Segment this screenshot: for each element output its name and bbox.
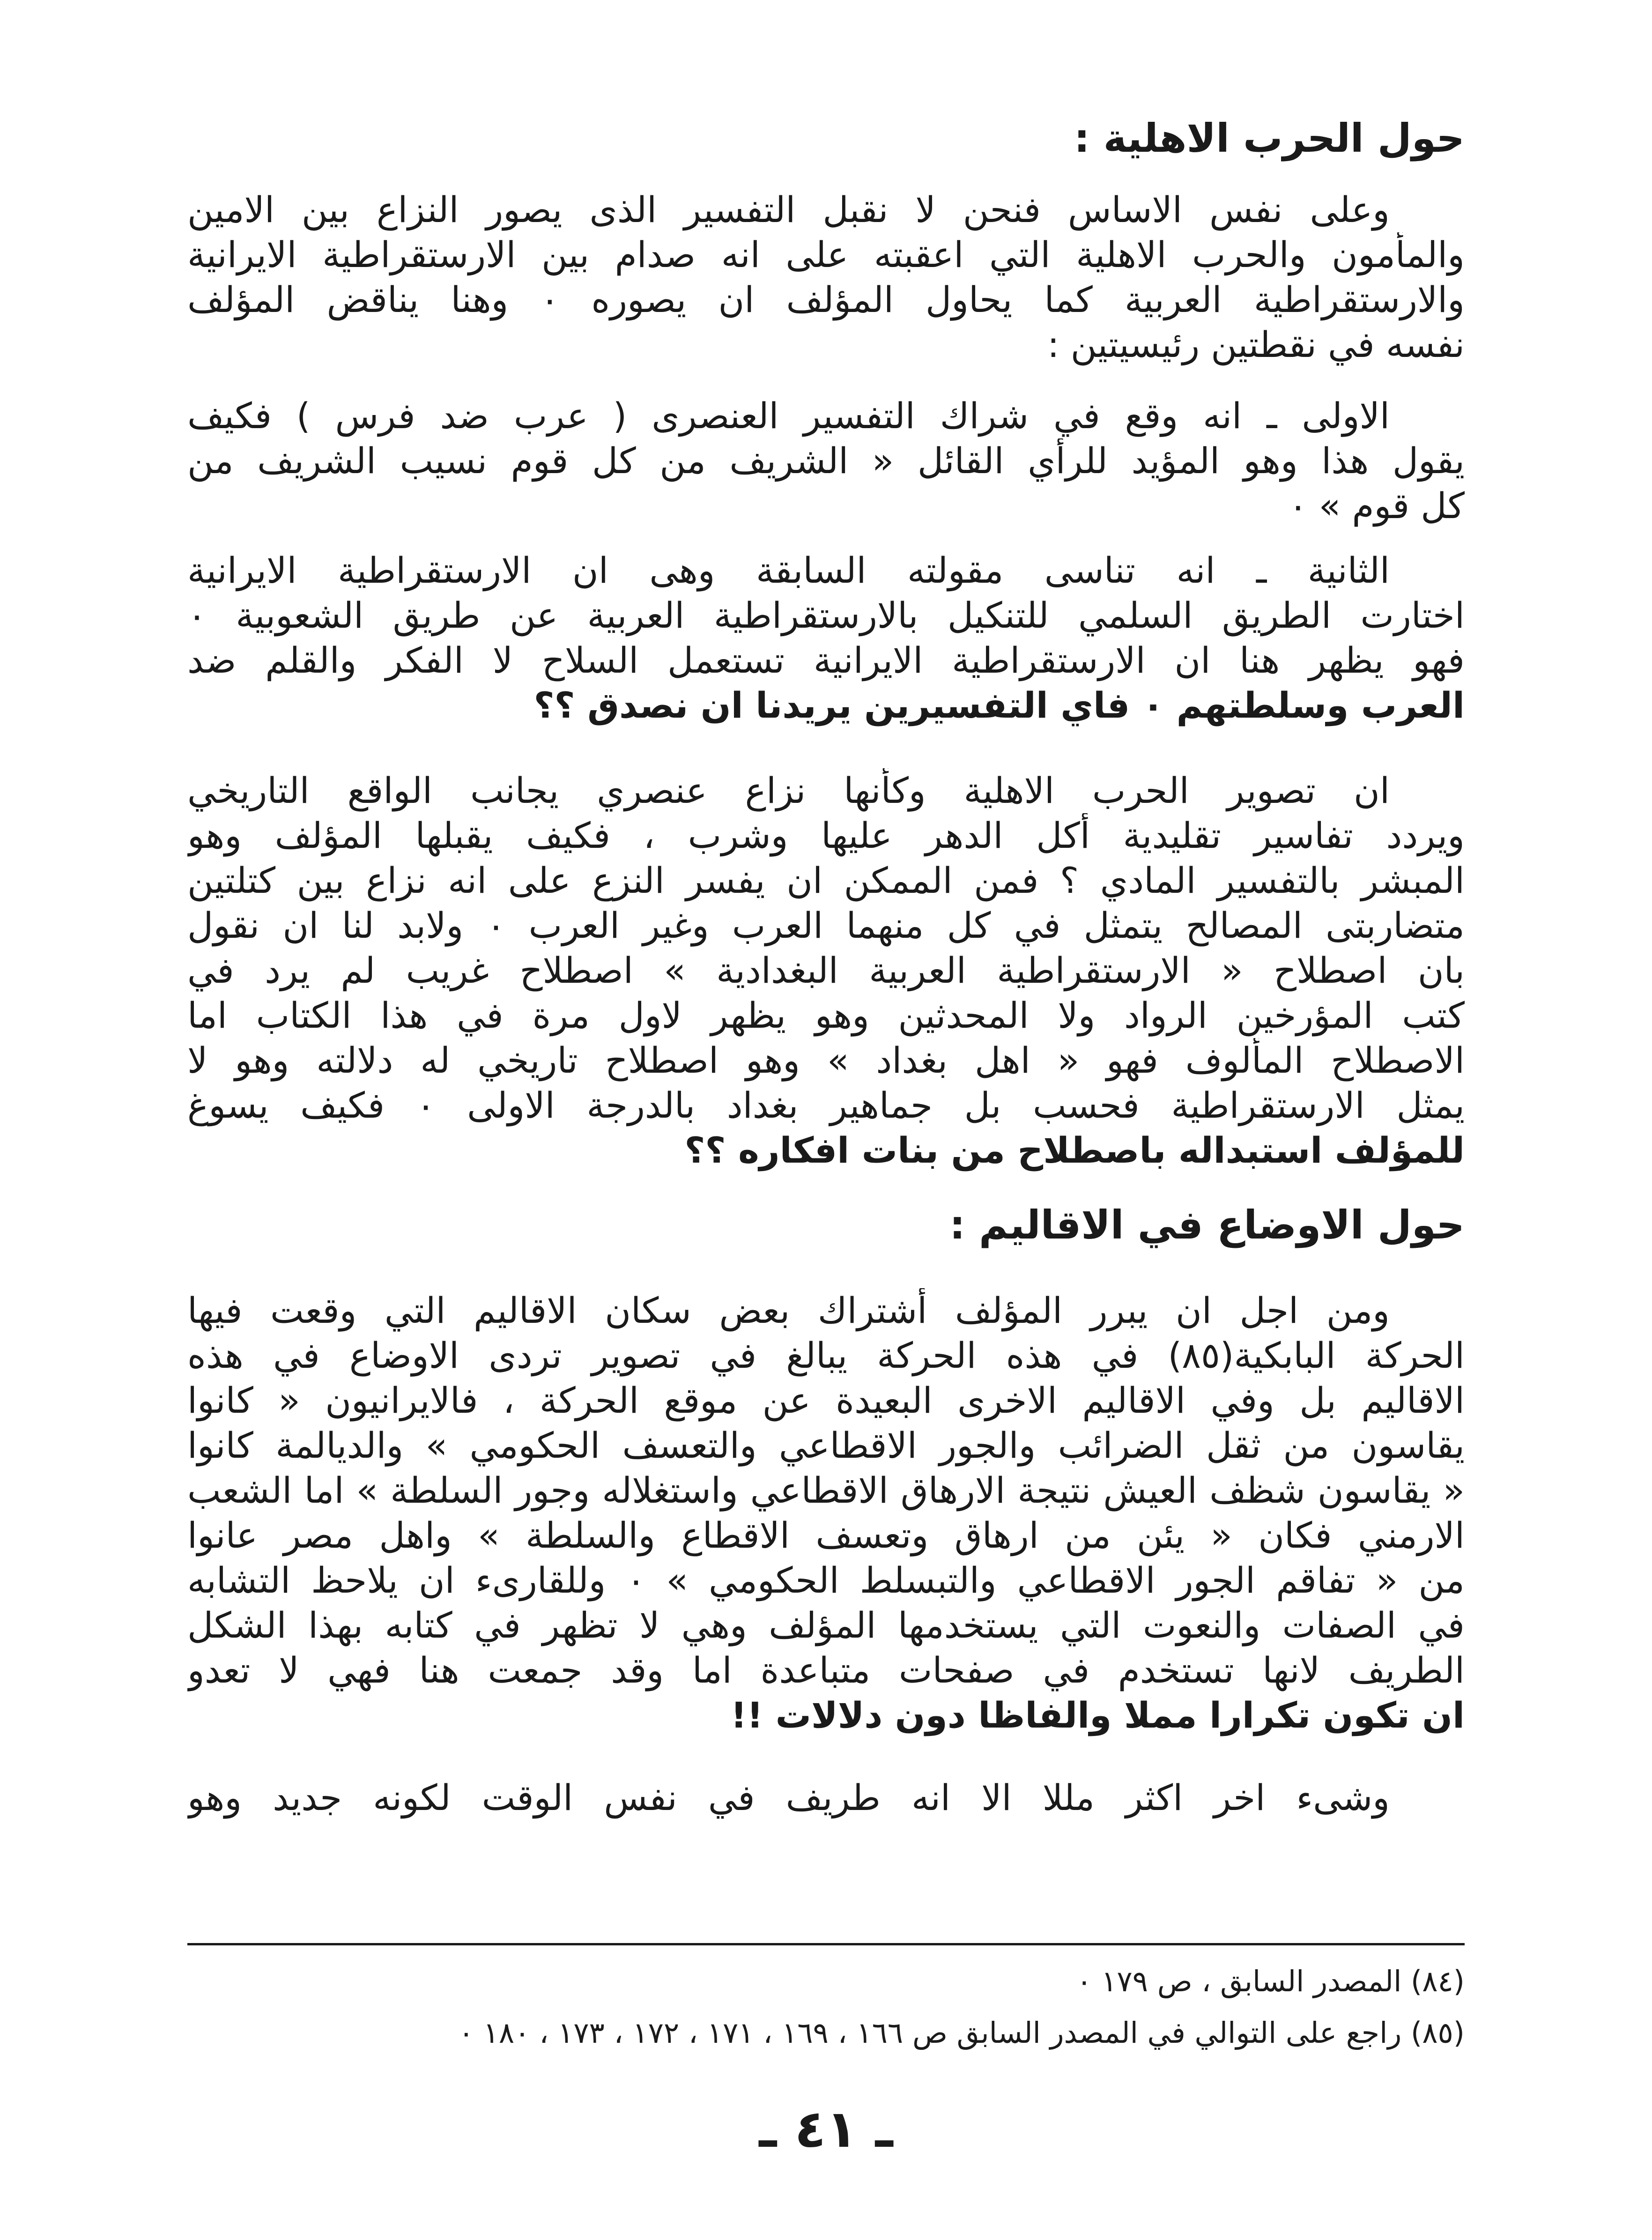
text-line: وشىء اخر اكثر مللا الا انه طريف في نفس الوقت لكونه جديد وهو bbox=[187, 1777, 1390, 1818]
footnote: (٨٥) راجع على التوالي في المصدر السابق ص ١٦٦ ، ١٦٩ ، ١٧١ ، ١٧٢ ، ١٧٣ ، ١٨٠ ٠ bbox=[458, 2016, 1465, 2050]
text-line: الطريف لانها تستخدم في صفحات متباعدة اما وقد جمعت هنا فهي لا تعدو bbox=[187, 1649, 1465, 1691]
text-line: « يقاسون شظف العيش نتيجة الارهاق الاقطاعي واستغلاله وجور السلطة » اما الشعب bbox=[187, 1469, 1465, 1511]
text-line: ومن اجل ان يبرر المؤلف أشتراك بعض سكان الاقاليم التي وقعت فيها bbox=[187, 1290, 1390, 1331]
text-line: في الصفات والنعوت التي يستخدمها المؤلف وهي لا تظهر في كتابه بهذا الشكل bbox=[187, 1604, 1465, 1646]
text-line: فهو يظهر هنا ان الارستقراطية الايرانية تستعمل السلاح لا الفكر والقلم ضد bbox=[187, 639, 1465, 681]
text-line: كتب المؤرخين الرواد ولا المحدثين وهو يظهر لاول مرة في هذا الكتاب اما bbox=[187, 994, 1465, 1036]
text-line: يقاسون من ثقل الضرائب والجور الاقطاعي والتعسف الحكومي » والديالمة كانوا bbox=[187, 1424, 1465, 1466]
text-line: كل قوم » ٠ bbox=[1288, 485, 1465, 527]
text-line: والمأمون والحرب الاهلية التي اعقبته على انه صدام بين الارستقراطية الايرانية bbox=[187, 234, 1465, 275]
text-line: بان اصطلاح « الارستقراطية العربية البغدادية » اصطلاح غريب لم يرد في bbox=[187, 949, 1465, 991]
section-heading-provinces: حول الاوضاع في الاقاليم : bbox=[949, 1202, 1465, 1248]
text-line: وعلى نفس الاساس فنحن لا نقبل التفسير الذى يصور النزاع بين الامين bbox=[187, 189, 1390, 230]
text-line: يقول هذا وهو المؤيد للرأي القائل « الشريف من كل قوم نسيب الشريف من bbox=[187, 440, 1465, 482]
text-line: الاصطلاح المألوف فهو « اهل بغداد » وهو اصطلاح تاريخي له دلالته وهو لا bbox=[187, 1039, 1465, 1081]
text-line: ويردد تفاسير تقليدية أكل الدهر عليها وشرب ، فكيف يقبلها المؤلف وهو bbox=[187, 815, 1465, 856]
text-line: المبشر بالتفسير المادي ؟ فمن الممكن ان يفسر النزع على انه نزاع بين كتلتين bbox=[187, 860, 1465, 901]
text-line: ان تكون تكرارا مملا والفاظا دون دلالات !! bbox=[730, 1694, 1465, 1736]
text-line: ان تصوير الحرب الاهلية وكأنها نزاع عنصري يجانب الواقع التاريخي bbox=[187, 770, 1390, 811]
text-line: الاقاليم بل وفي الاقاليم الاخرى البعيدة عن موقع الحركة ، فالايرانيون « كانوا bbox=[187, 1380, 1465, 1421]
text-line: من « تفاقم الجور الاقطاعي والتبسلط الحكومي » ٠ وللقارىء ان يلاحظ التشابه bbox=[187, 1559, 1465, 1601]
text-line: الثانية ـ انه تناسى مقولته السابقة وهى ان الارستقراطية الايرانية bbox=[187, 549, 1390, 591]
text-line: الحركة البابكية(٨٥) في هذه الحركة يبالغ في تصوير تردى الاوضاع في هذه bbox=[187, 1335, 1465, 1376]
text-line: الارمني فكان « يئن من ارهاق وتعسف الاقطاع والسلطة » واهل مصر عانوا bbox=[187, 1514, 1465, 1556]
text-line: الاولى ـ انه وقع في شراك التفسير العنصرى ( عرب ضد فرس ) فكيف bbox=[187, 395, 1390, 437]
text-line: نفسه في نقطتين رئيسيتين : bbox=[1047, 324, 1465, 365]
footnote-divider bbox=[187, 1943, 1465, 1945]
text-line: يمثل الارستقراطية فحسب بل جماهير بغداد بالدرجة الاولى ٠ فكيف يسوغ bbox=[187, 1084, 1465, 1126]
section-heading-civil-war: حول الحرب الاهلية : bbox=[1074, 115, 1465, 161]
page-number: ـ ٤١ ـ bbox=[759, 2099, 893, 2159]
text-line: للمؤلف استبداله باصطلاح من بنات افكاره ؟؟ bbox=[684, 1129, 1465, 1171]
footnote: (٨٤) المصدر السابق ، ص ١٧٩ ٠ bbox=[1076, 1964, 1465, 1998]
text-line: العرب وسلطتهم ٠ فاي التفسيرين يريدنا ان نصدق ؟؟ bbox=[533, 684, 1465, 726]
text-line: والارستقراطية العربية كما يحاول المؤلف ان يصوره ٠ وهنا يناقض المؤلف bbox=[187, 279, 1465, 320]
text-line: اختارت الطريق السلمي للتنكيل بالارستقراطية العربية عن طريق الشعوبية ٠ bbox=[187, 594, 1465, 636]
text-line: متضاربتى المصالح يتمثل في كل منهما العرب وغير العرب ٠ ولابد لنا ان نقول bbox=[187, 905, 1465, 946]
